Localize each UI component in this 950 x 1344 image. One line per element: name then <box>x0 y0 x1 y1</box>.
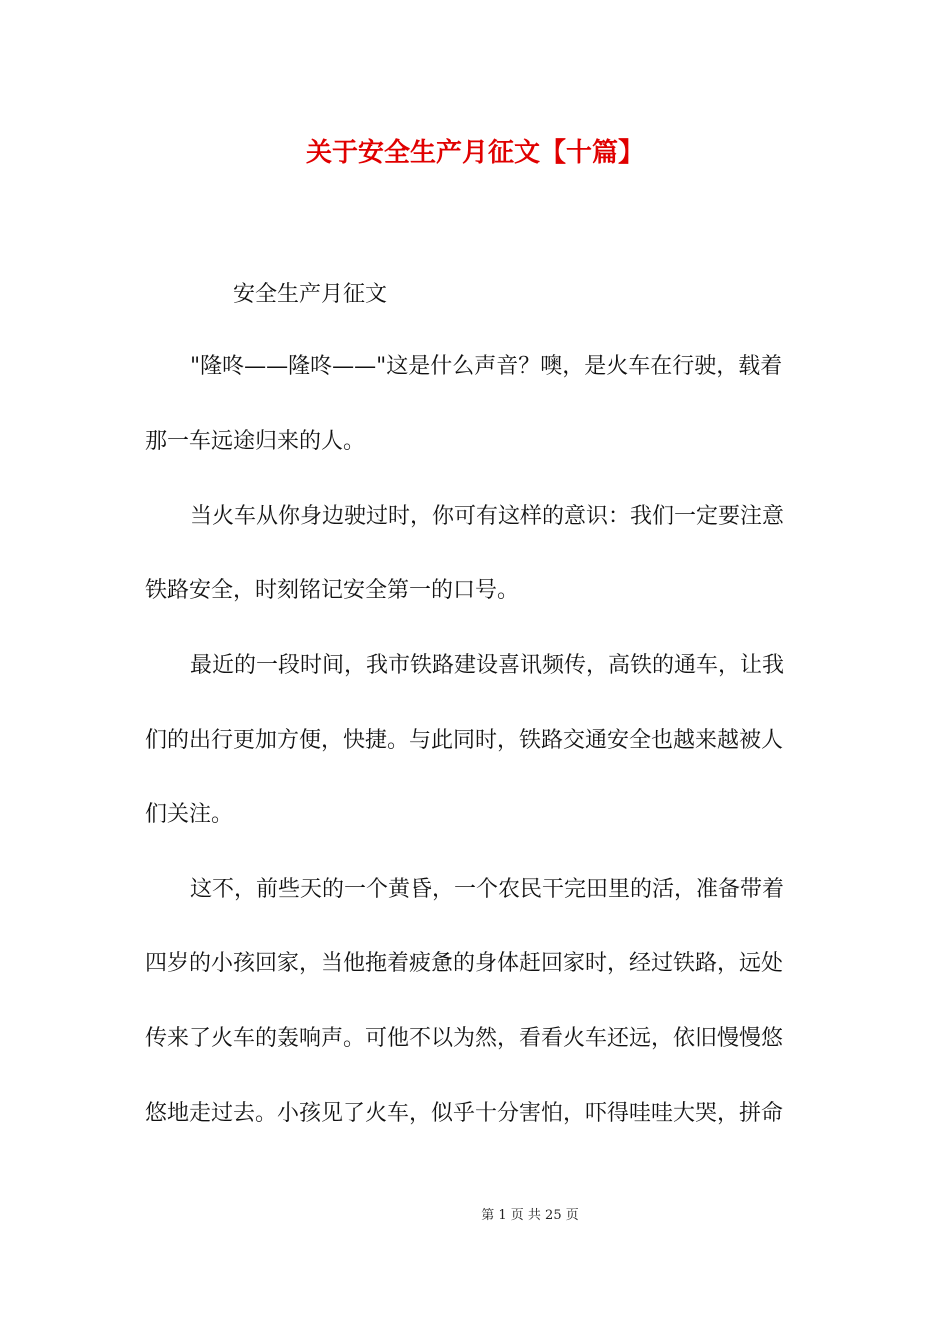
body-line: 铁路安全，时刻铭记安全第一的口号。 <box>145 578 520 603</box>
document-title: 关于安全生产月征文【十篇】 <box>305 138 644 168</box>
body-line: 四岁的小孩回家，当他拖着疲惫的身体赶回家时，经过铁路，远处 <box>145 951 784 976</box>
body-line: 传来了火车的轰响声。可他不以为然，看看火车还远，依旧慢慢悠 <box>145 1026 784 1051</box>
body-line: 最近的一段时间，我市铁路建设喜讯频传，高铁的通车，让我 <box>190 653 785 678</box>
body-line: 悠地走过去。小孩见了火车，似乎十分害怕，吓得哇哇大哭，拼命 <box>145 1101 784 1126</box>
body-line: "隆咚——隆咚——"这是什么声音？噢，是火车在行驶，载着 <box>190 354 783 379</box>
body-line: 们的出行更加方便，快捷。与此同时，铁路交通安全也越来越被人 <box>145 728 784 753</box>
article-subtitle: 安全生产月征文 <box>233 282 388 307</box>
page-footer: 第 1 页 共 25 页 <box>481 1208 579 1223</box>
body-line: 当火车从你身边驶过时，你可有这样的意识：我们一定要注意 <box>190 504 785 529</box>
body-line: 这不，前些天的一个黄昏，一个农民干完田里的活，准备带着 <box>190 877 785 902</box>
body-line: 那一车远途归来的人。 <box>145 429 366 454</box>
body-line: 们关注。 <box>145 802 234 827</box>
